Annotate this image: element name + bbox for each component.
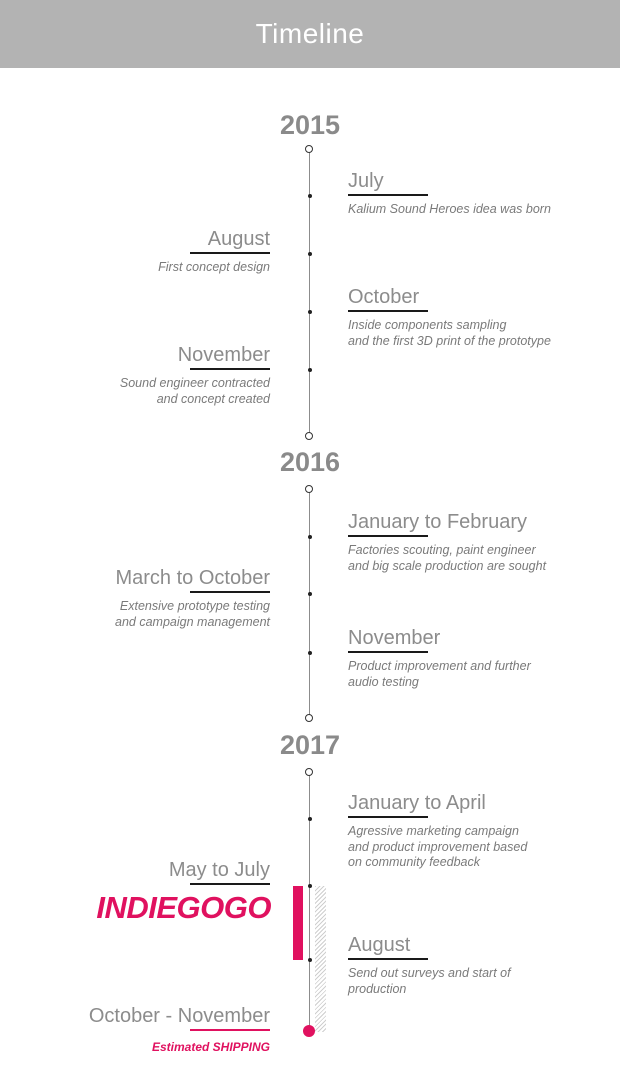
- event-underline: [348, 194, 428, 196]
- event-dot: [308, 368, 312, 372]
- event-jan-feb-2016: [348, 511, 608, 574]
- event-may-jul-2017: [10, 859, 270, 881]
- event-mar-oct-2016: [10, 567, 270, 630]
- event-description: Extensive prototype testing and campaign management: [115, 599, 270, 629]
- event-title: May to July: [168, 859, 270, 881]
- event-oct-nov-2017: [10, 1005, 270, 1027]
- event-jan-apr-2017: [348, 792, 608, 871]
- year-end-marker: [305, 714, 313, 722]
- event-title: November: [348, 627, 441, 649]
- event-underline: [190, 368, 270, 370]
- event-underline: [348, 535, 428, 537]
- event-description: Factories scouting, paint engineer and big scale production are sought: [348, 543, 547, 573]
- campaign-hatch-bar: [315, 886, 326, 1032]
- timeline-axis-2017: [309, 772, 310, 1030]
- event-title: January to April: [348, 792, 486, 814]
- event-dot: [308, 252, 312, 256]
- timeline-axis-2015: [309, 149, 310, 436]
- event-title: August: [207, 228, 270, 250]
- estimated-shipping-label: Estimated SHIPPING: [151, 1040, 270, 1054]
- event-dot: [308, 535, 312, 539]
- event-dot: [308, 651, 312, 655]
- event-title: October - November: [88, 1005, 270, 1027]
- year-label-2016: 2016: [279, 447, 341, 477]
- event-underline: [348, 958, 428, 960]
- event-underline: [190, 591, 270, 593]
- event-description: Agressive marketing campaign and product improvement based on community feedback: [348, 824, 528, 869]
- event-dot: [308, 884, 312, 888]
- year-start-marker: [305, 768, 313, 776]
- timeline-axis-2016: [309, 489, 310, 718]
- event-october-2015: [348, 286, 608, 349]
- event-description: Inside components sampling and the first 3D print of the prototype: [348, 318, 551, 348]
- year-label-2015: 2015: [279, 110, 341, 140]
- event-description: Kalium Sound Heroes idea was born: [348, 202, 551, 216]
- year-start-marker: [305, 145, 313, 153]
- event-description: Product improvement and further audio testing: [348, 659, 531, 689]
- event-underline: [348, 816, 428, 818]
- event-august-2017: [348, 934, 608, 997]
- campaign-period-bar: [293, 886, 303, 960]
- year-label-2017: 2017: [279, 730, 341, 760]
- event-dot: [308, 958, 312, 962]
- year-start-marker: [305, 485, 313, 493]
- event-underline: [190, 883, 270, 885]
- event-dot: [308, 310, 312, 314]
- event-dot: [308, 817, 312, 821]
- event-underline: [348, 310, 428, 312]
- event-title: March to October: [115, 567, 270, 589]
- event-description: Send out surveys and start of production: [348, 966, 511, 996]
- event-november-2015: [10, 344, 270, 407]
- event-dot: [308, 194, 312, 198]
- event-underline: [190, 1029, 270, 1031]
- shipping-end-marker: [303, 1025, 315, 1037]
- page-title: Timeline: [255, 18, 365, 49]
- event-title: August: [348, 934, 411, 956]
- event-title: October: [348, 286, 420, 308]
- event-dot: [308, 592, 312, 596]
- event-july-2015: [348, 170, 608, 218]
- event-title: November: [177, 344, 270, 366]
- indiegogo-logo: INDIEGOGO: [96, 890, 271, 925]
- event-underline: [190, 252, 270, 254]
- event-november-2016: [348, 627, 608, 690]
- year-end-marker: [305, 432, 313, 440]
- event-underline: [348, 651, 428, 653]
- event-description: Sound engineer contracted and concept created: [119, 376, 270, 406]
- event-title: January to February: [348, 511, 527, 533]
- event-description: First concept design: [158, 260, 270, 274]
- event-august-2015: [10, 228, 270, 276]
- event-title: July: [348, 170, 384, 192]
